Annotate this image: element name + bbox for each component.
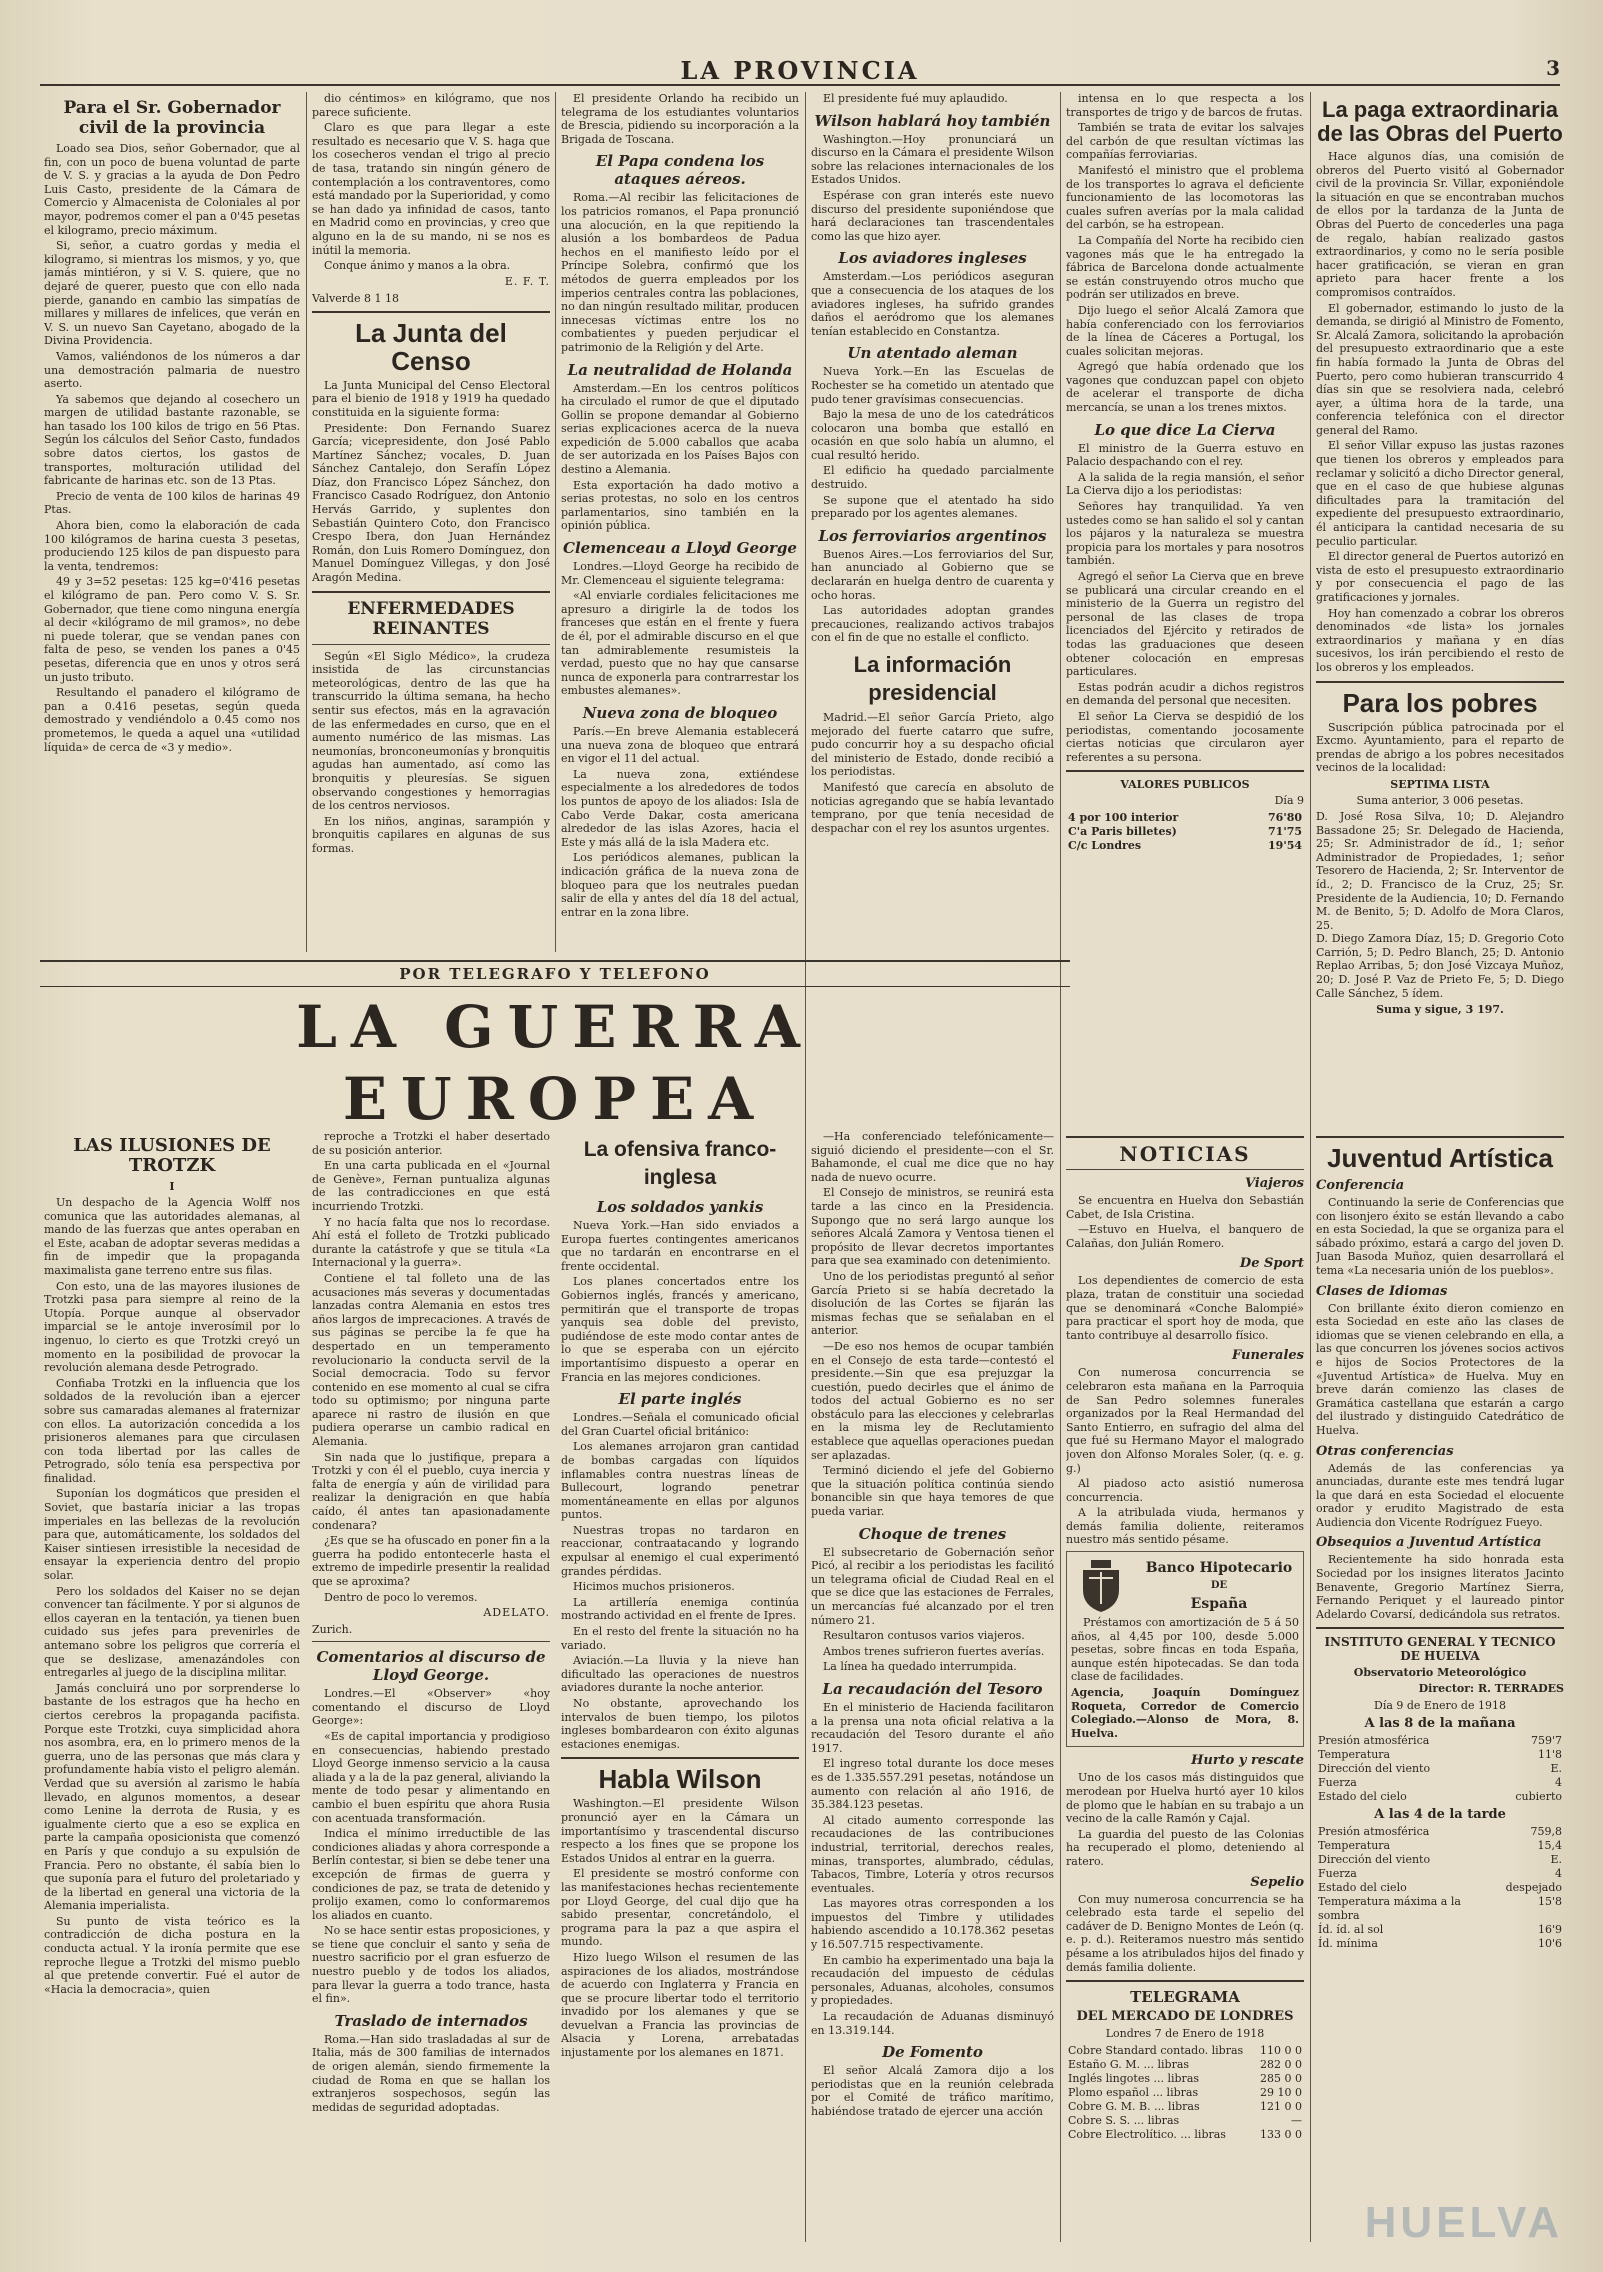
article-headline: Los aviadores ingleses <box>838 249 1027 268</box>
lower-column-1 <box>44 1130 300 2240</box>
divider <box>1066 1169 1304 1170</box>
paragraph: Préstamos con amortización de 5 á 50 años, al 4,45 por 100, desde 5.000 pesetas, sobre fincas en toda España, aunque estén hipotecadas. Se dan toda clase de facilidades. <box>1071 1616 1299 1684</box>
column-rule <box>1060 92 1061 2242</box>
paragraph: La nueva zona, extiéndese especialmente a los alrededores de todos los puntos de apoyo de los aliados: Isla de Cabo Verde Dakar, costa americana alrededor de las islas Azores, hacia el Este y más allá de la isla Madera etc. <box>561 767 799 849</box>
section-numeral: I <box>169 1180 175 1193</box>
divider <box>312 311 550 313</box>
bank-country: España <box>1190 1596 1248 1613</box>
lower-column-5 <box>1066 1130 1304 2240</box>
paragraph: —Estuvo en Huelva, el banquero de Calañas, don Julián Romero. <box>1066 1223 1304 1250</box>
coat-of-arms-icon <box>1071 1556 1131 1616</box>
paragraph: Un despacho de la Agencia Wolff nos comunica que las autoridades alemanas, al mando de las fuerzas que antes operaban en el Este, acaban de adoptar severas medidas a fin de impedir que la propaganda maximalista gane terreno entre sus filas. <box>44 1196 300 1277</box>
paragraph: Los planes concertados entre los Gobiernos inglés, francés y americano, permitirán que el transporte de tropas yanquis sea doble del previsto, pudiéndose de este modo contar antes de lo que se esperaba con un ejército importantísimo dispuesto a operar en Francia en las mejores condiciones. <box>561 1275 799 1384</box>
article-headline: Traslado de internados <box>334 2011 528 2030</box>
article-headline: Juventud Artística <box>1327 1143 1553 1173</box>
bank-advertisement <box>1066 1551 1304 1747</box>
article-headline: Comentarios al discurso de Lloyd George. <box>316 1648 546 1685</box>
table-row: Presión atmosférica 759'7 <box>1318 1734 1562 1748</box>
paragraph: Los periódicos alemanes, publican la indicación gráfica de la nueva zona de bloqueo para que los neutrales puedan salir de ella y antes del día 18 del actual, entrar en la zona libre. <box>561 851 799 919</box>
table-row: Íd. mínima 10'6 <box>1318 1937 1562 1951</box>
article-headline: Habla Wilson <box>598 1764 762 1795</box>
paragraph: El ingreso total durante los doce meses es de 1.335.557.291 pesetas, notándose un aumento con relación al año 1916, de 35.384.123 pesetas. <box>811 1757 1054 1812</box>
observatory-date: Día 9 de Enero de 1918 <box>1374 1699 1506 1713</box>
paragraph: El subsecretario de Gobernación señor Picó, al recibir a los periodistas les facilitó un telegrama oficial de Ciudad Real en el que se dice que las estaciones de Ferrales, un mercancías fué alcanzado por el tren número 21. <box>811 1545 1054 1627</box>
paragraph: Hace algunos días, una comisión de obreros del Puerto visitó al Gobernador civil de la provincia Sr. Villar, exponiéndole la situación en que se encontraban muchos de ellos por la tardanza de la Junta de Obras del Puerto de concederles una paga de regalo, habían realizado gastos extraordinarios, y como no le sería posible hacer gratificación, se vieran en gran aprieto para hacer frente a los compromisos contraídos. <box>1316 150 1564 299</box>
archive-watermark: HUELVA <box>1364 2198 1563 2247</box>
banner-line-2: EUROPEA <box>342 1065 768 1133</box>
observatory-director: Director: R. TERRADES <box>1418 1682 1564 1696</box>
paragraph: No se hace sentir estas proposiciones, y se tiene que concluir el santo y seña de nuestro sacrificio por el gran esfuerzo de nuestro pueblo y de todos los aliados, para llevar la guerra a todo trance, hasta el fin». <box>312 1924 550 2006</box>
paragraph: Nueva York.—En las Escuelas de Rochester se ha cometido un atentado que pudo tener gravísimas consecuencias. <box>811 365 1054 406</box>
article-headline: Un atentado aleman <box>847 344 1018 363</box>
paragraph: La Compañía del Norte ha recibido cien vagones más que le ha entregado la fábrica de Barcelona donde actualmente se están construyendo otros mucho que podrán ser utilizados en breve. <box>1066 233 1304 302</box>
table-row: Cobre Electrolítico. ... libras 133 0 0 <box>1068 2128 1302 2142</box>
paragraph: Roma.—Al recibir las felicitaciones de los patricios romanos, el Papa pronunció una alocución, en la que repitiendo la alusión a los bombardeos de Padua hechos en el manifiesto leído por el Príncipe Solebra, confirmó que los métodos de guerra empleados por los imperios centrales contra las poblaciones, no dan ningún resultado militar, producen innecesas víctimas entre los no combatientes y pueden perjudicar el patrimonio de la Religión y del Arte. <box>561 191 799 354</box>
paragraph: En el resto del frente la situación no ha variado. <box>561 1625 799 1652</box>
signature: E. F. T. <box>504 274 550 288</box>
table-row: Cobre S. S. ... libras — <box>1068 2114 1302 2128</box>
banner-line-1: LA GUERRA <box>296 993 814 1061</box>
paragraph: Agregó el señor La Cierva que en breve se publicará una circular creando en el ministerio de la Guerra un registro del personal de las clases de tropa licenciados del Ejército y retirados de todas las graduaciones que deseen obtener colocación en empresas particulares. <box>1066 570 1304 679</box>
paragraph: Recientemente ha sido honrada esta Sociedad por los insignes literatos Jacinto Benavente, Gregorio Martínez Sierra, Fernando Periquet y el laureado pintor Adelardo Covarsí, dedicándola sus retratos. <box>1316 1553 1564 1621</box>
signature: ADELATO. <box>483 1606 550 1620</box>
table-row: Temperatura máxima a la sombra 15'8 <box>1318 1895 1562 1923</box>
article-headline: Los ferroviarios argentinos <box>818 526 1047 545</box>
paragraph: D. Diego Zamora Díaz, 15; D. Gregorio Coto Carrión, 5; D. Pedro Blanch, 25; D. Antonio Replao Arribas, 5; don José Vizcaya Muñoz, 20; D. José P. Vaz de Prieto Fe, 5; D. Diego Calle Sánchez, 5 ídem. <box>1316 932 1564 1000</box>
paragraph: Con numerosa concurrencia se celebraron esta mañana en la Parroquia de San Pedro solemnes funerales organizados por la Real Hermandad del Santo Entierro, en sufragio del alma del que fué su Hermano Mayor el malogrado joven don Alfonso Morales Soler, (q. e. g. g.) <box>1066 1366 1304 1475</box>
morning-readings <box>1316 1734 1564 1804</box>
paragraph: En una carta publicada en el «Journal de Genève», Fernan puntualiza algunas de las contradicciones en que está incurriendo Trotzki. <box>312 1159 550 1213</box>
divider <box>312 591 550 593</box>
table-row: Estado del cielo cubierto <box>1318 1790 1562 1804</box>
list-title: SEPTIMA LISTA <box>1390 777 1490 791</box>
paragraph: Hoy han comenzado a cobrar los obreros denominados «de lista» los jornales extraordinarios y mañana y en días sucesivos, los irán percibiendo el resto de los obreros y los empleados. <box>1316 606 1564 674</box>
paragraph: Las mayores otras corresponden a los impuestos del Timbre y utilidades habiendo ascendido a 10.178.362 pesetas y 16.507.715 respectivamente. <box>811 1897 1054 1952</box>
paragraph: Con esto, una de las mayores ilusiones de Trotzki pasa para siempre al reino de la Utopía. Porque aunque al observador imparcial se le antoje inverosímil por lo ingenuo, lo cierto es que Trotzki creyó un momento en la posibilidad de provocar la revolución alemana desde Petrogrado. <box>44 1279 300 1375</box>
column-3 <box>561 92 799 952</box>
paragraph: Al piadoso acto asistió numerosa concurrencia. <box>1066 1477 1304 1504</box>
paragraph: Ahora bien, como la elaboración de cada 100 kilógramos de harina cuesta 3 pesetas, produciendo 125 kilos de pan dispuesto para la venta, tendremos: <box>44 519 300 573</box>
paragraph: Hizo luego Wilson el resumen de las aspiraciones de los aliados, mostrándose de acuerdo con Inglaterra y Francia en que se procure libertar todo el territorio invadido por los alemanes y que se devuelvan a Francia las provincias de Alsacia y Lorena, arrebatadas injustamente por los alemanes en 1871. <box>561 1950 799 2060</box>
institute-title: INSTITUTO GENERAL Y TECNICO DE HUELVA <box>1324 1635 1556 1664</box>
table-row: Temperatura 11'8 <box>1318 1748 1562 1762</box>
divider <box>1316 1136 1564 1138</box>
paragraph: Roma.—Han sido trasladadas al sur de Italia, más de 300 familias de internados de origen alemán, siendo firmemente la ciudad de Roma en que se hallan los extranjeros sospechosos, según las medidas de seguridad adoptadas. <box>312 2032 550 2114</box>
table-row: Dirección del viento E. <box>1318 1762 1562 1776</box>
paragraph: Dijo luego el señor Alcalá Zamora que había conferenciado con los ferroviarios de la línea de Cáceres a Portugal, los cuales solicitan mejoras. <box>1066 303 1304 358</box>
paragraph: Washington.—Hoy pronunciará un discurso en la Cámara el presidente Wilson sobre las relaciones internacionales de los Estados Unidos. <box>811 132 1054 187</box>
paragraph: 49 y 3=52 pesetas: 125 kg=0'416 pesetas el kilógramo de pan. Pero como V. S. Sr. Gobernador, que tiene como ninguna energía al decir «kilógramo de mil gramos», no debe ni puede tolerar, que se vendan panes con falta de peso, se venden los panes a 0'45 pesetas, diferencia que en unos y otros será un justo tributo. <box>44 575 300 684</box>
table-row: Inglés lingotes ... libras 285 0 0 <box>1068 2072 1302 2086</box>
column-rule <box>306 92 307 952</box>
paragraph: —Ha conferenciado telefónicamente—siguió diciendo el presidente—con el Sr. Bahamonde, el cual me dice que no hay nada de nuevo ocurre. <box>811 1130 1054 1184</box>
subsection-title: Sepelio <box>1250 1874 1304 1890</box>
table-row: C/c Londres 19'54 <box>1068 839 1302 853</box>
paragraph: Dentro de poco lo veremos. <box>324 1590 478 1604</box>
article-headline: Para los pobres <box>1342 687 1538 718</box>
column-5 <box>1066 92 1304 1122</box>
paragraph: Con brillante éxito dieron comienzo en esta Sociedad en este año las clases de idiomas que se vienen celebrando en ella, a las que concurren los jóvenes socios activos e hijos de Socios Protectores de la «Juventud Artística» de Huelva. Muy en breve darán comienzo las clases de Gramática castellana que estarán a cargo del ilustrado y distinguido Catedrático de Huelva. <box>1316 1301 1564 1437</box>
paragraph: Además de las conferencias ya anunciadas, durante este mes tendrá lugar la que dará en esta Sociedad el elocuente orador y erudito Magistrado de esta Audiencia don Vicente Rodríguez Fueyo. <box>1316 1461 1564 1529</box>
table-row: Cobre Standard contado. libras 110 0 0 <box>1068 2044 1302 2058</box>
newspaper-title: LA PROVINCIA <box>680 56 920 85</box>
paragraph: Se supone que el atentado ha sido preparado por los agentes alemanes. <box>811 493 1054 521</box>
paragraph: Espérase con gran interés este nuevo discurso del presidente suponiéndose que hará declaraciones tan trascendentales como las que hizo ayer. <box>811 188 1054 243</box>
paragraph: Esta exportación ha dado motivo a serias protestas, no solo en los centros parlamentarios, sino también en la opinión pública. <box>561 478 799 533</box>
paragraph: «Es de capital importancia y prodigioso en consecuencias, habiendo prestado Lloyd George inmenso servicio a la causa aliada y a la de la paz general, aliviando la mente de todo pesar y alimentando en cambio el buen espíritu que ahora Rusia con acentuada transformación. <box>312 1729 550 1825</box>
paragraph: Suscripción pública patrocinada por el Excmo. Ayuntamiento, para el reparto de prendas de abrigo a los pobres necesitados vecinos de la localidad: <box>1316 720 1564 775</box>
paragraph: En el ministerio de Hacienda facilitaron a la prensa una nota oficial relativa a la recaudación del Tesoro durante el año 1917. <box>811 1700 1054 1755</box>
divider <box>561 1757 799 1759</box>
sum-previous: Suma anterior, 3 006 pesetas. <box>1356 793 1524 807</box>
article-headline: Para el Sr. Gobernador civil de la provincia <box>63 98 281 138</box>
paragraph: Loado sea Dios, señor Gobernador, que al fin, con un poco de buena voluntad de parte de V. S. y gracias a la ayuda de Don Pedro Luis Casto, presidente de la Cámara de Comercio y Almacenista de Coloniales al por mayor, podremos comer el pan a 0'45 pesetas el kilogramo, precio máximum. <box>44 142 300 237</box>
column-6 <box>1316 92 1564 1122</box>
paragraph: Resultaron contusos varios viajeros. <box>823 1629 1025 1643</box>
paragraph: Precio de venta de 100 kilos de harinas 49 Ptas. <box>44 489 300 517</box>
table-row: Temperatura 15,4 <box>1318 1839 1562 1853</box>
dateline: Zurich. <box>312 1623 353 1637</box>
article-headline: El Papa condena los ataques aéreos. <box>595 152 765 189</box>
divider <box>1316 681 1564 683</box>
subsection-title: Funerales <box>1232 1348 1304 1364</box>
paragraph: Londres.—Lloyd George ha recibido de Mr. Clemenceau el siguiente telegrama: <box>561 560 799 587</box>
paragraph: Vamos, valiéndonos de los números a dar una demostración palmaria de nuestro aserto. <box>44 349 300 391</box>
paragraph: En los niños, anginas, sarampión y bronquitis capilares en algunas de sus formas. <box>312 814 550 855</box>
paragraph: El presidente se mostró conforme con las manifestaciones hechas recientemente por Lloyd George, del cual dijo que ha sabido presentar, concretándolo, el programa para la paz a que aspira el mundo. <box>561 1867 799 1949</box>
paragraph: Los alemanes arrojaron gran cantidad de bombas cargadas con líquidos inflamables contra nuestras líneas de Bullecourt, logrando penetrar momentáneamente en ellas por algunos puntos. <box>561 1440 799 1522</box>
paragraph: intensa en lo que respecta a los transportes de trigo y de barcos de frutas. <box>1066 92 1304 119</box>
paragraph: Pero los soldados del Kaiser no se dejan convencer tan fácilmente. Y por si algunos de ellos cayeran en la tentación, ya tienen buen cuidado sus jefes para prevenirles de antemano sobre los peligros que correría el que se deslizase, amenazándoles con entregarles al juego de la disciplina militar. <box>44 1584 300 1680</box>
paragraph: Uno de los periodistas preguntó al señor García Prieto si se había decretado la disolución de las Cortes se fijarán las mismas fechas que se señalaban en el anterior. <box>811 1269 1054 1338</box>
divider <box>1316 1627 1564 1629</box>
paragraph: No obstante, aprovechando los intervalos de buen tiempo, los pilotos ingleses bombardearon con éxito algunas estaciones enemigas. <box>561 1697 799 1751</box>
paragraph: El señor Alcalá Zamora dijo a los periodistas que en la reunión celebrada por el Comité de tráfico marítimo, habiéndose tratado de ejercer una acción <box>811 2064 1054 2118</box>
paragraph: La artillería enemiga continúa mostrando actividad en el frente de Ipres. <box>561 1595 799 1623</box>
column-rule <box>555 92 556 952</box>
subsection-title: Clases de Idiomas <box>1316 1283 1448 1299</box>
paragraph: Señores hay tranquilidad. Ya ven ustedes como se han salido el sol y cantan los pájaros y la naturaleza se muestra propicia para los mortales y para nosotros también. <box>1066 500 1304 568</box>
article-headline: Nueva zona de bloqueo <box>582 703 778 722</box>
subsection-title: Otras conferencias <box>1316 1443 1454 1459</box>
paragraph: La recaudación de Aduanas disminuyó en 13.319.144. <box>811 2010 1054 2037</box>
article-headline: La ofensiva franco-inglesa <box>583 1138 777 1189</box>
paragraph: Bajo la mesa de uno de los catedráticos colocaron una bomba que estalló en ocasión en que solo había un alumno, el cual resultó herido. <box>811 408 1054 462</box>
paragraph: El señor Villar expuso las justas razones que tienen los obreros y empleados para reclamar y solicitó a dicho Director general, que en el caso de que hubiese algunas dificultades para la tramitación del expediente del presupuesto extraordinario, él anticipara la cantidad necesaria de su peculio particular. <box>1316 439 1564 548</box>
paragraph: ¿Es que se ha ofuscado en poner fin a la guerra ha podido entontecerle hasta el extremo de impedirle presentir la realidad que se aproxima? <box>312 1534 550 1588</box>
article-headline: LAS ILUSIONES DE TROTZK <box>73 1135 271 1176</box>
paragraph: Amsterdam.—En los centros políticos ha circulado el rumor de que el diputado Gollin se propone demandar al Gobierno serias explicaciones acerca de la nueva expedición de 5.000 caballos que acaba de ser autorizada en los Países Bajos con destino a Alemania. <box>561 381 799 477</box>
subsection-title: De Sport <box>1239 1256 1304 1272</box>
paragraph: Manifestó el ministro que el problema de los transportes lo agrava el deficiente funcionamiento de las locomotoras las cuales sufren averías por la mala calidad del carbón, se ha estropean. <box>1066 163 1304 232</box>
section-kicker: POR TELEGRAFO Y TELEFONO <box>40 960 1070 987</box>
paragraph: Manifestó que carecía en absoluto de noticias agregando que se había levantado temprano, por que tenía necesidad de despachar con el rey los asuntos urgentes. <box>811 780 1054 835</box>
column-rule <box>1310 92 1311 2242</box>
column-2 <box>312 92 550 952</box>
article-headline: El parte inglés <box>618 1390 742 1409</box>
divider <box>312 644 550 645</box>
paragraph: Y no hacía falta que nos lo recordase. Ahí está el folleto de Trotzki publicado durante la catástrofe y que se titula «La Internacional y la guerra». <box>312 1215 550 1270</box>
telegram-date: Londres 7 de Enero de 1918 <box>1105 2027 1265 2041</box>
paragraph: Confiaba Trotzki en la influencia que los soldados de la revolución iban a ejercer sobre sus camaradas alemanes al fraternizar con ellos. La autorización concedida a los prisioneros alemanes para que circulasen con toda libertad por las calles de Petrogrado, sólo tenía esa perspectiva por finalidad. <box>44 1376 300 1485</box>
subsection-title: Conferencia <box>1316 1178 1405 1193</box>
paragraph: Amsterdam.—Los periódicos aseguran que a consecuencia de los ataques de los aviadores ingleses, ha sufrido grandes daños el aeródromo que los alemanes tenían establecido en Constantza. <box>811 270 1054 338</box>
article-headline: Lo que dice La Cierva <box>1094 420 1276 439</box>
divider <box>1066 1980 1304 1982</box>
article-headline: La Junta del Censo <box>355 317 507 376</box>
observatory-title: Observatorio Meteorológico <box>1353 1666 1527 1680</box>
paragraph: En cambio ha experimentado una baja la recaudación del impuesto de cédulas personales, Aduanas, alcoholes, consumos y propiedades. <box>811 1953 1054 2008</box>
lower-column-6 <box>1316 1130 1564 2240</box>
section-headline: NOTICIAS <box>1119 1142 1251 1166</box>
paragraph: reproche a Trotzki el haber desertado de su posición anterior. <box>312 1130 550 1157</box>
subsection-title: Hurto y rescate <box>1191 1753 1304 1769</box>
paragraph: Sin nada que lo justifique, prepara a Trotzki y con él el pueblo, cuya inercia y falta de energía y aún de virilidad para realizar la denigración en que había caído, él antes tan apasionadamente condenara? <box>312 1450 550 1532</box>
paragraph: —De eso nos hemos de ocupar también en el Consejo de esta tarde—contestó el presidente.—Sin que esa prejuzgar la cuestión, puedo decirles que el ánimo de todos del actual Gobierno es no ser obstáculo para las elecciones y celebrarlas en la misma ley de Reclutamiento establece que aquellas operaciones puedan ser aplazadas. <box>811 1339 1054 1462</box>
paragraph: Ya sabemos que dejando al cosechero un margen de utilidad bastante razonable, se han tasado los 100 kilos de trigo en 56 Ptas. Según los cálculos del Señor Casto, fundados sobre datos ciertos, los gastos de transportes, molturación utilidad del fabricante de harinas etc. son de 13 Ptas. <box>44 392 300 488</box>
paragraph: A la salida de la regia mansión, el señor La Cierva dijo a los periodistas: <box>1066 470 1304 498</box>
paragraph: Nueva York.—Han sido enviados a Europa fuertes contingentes americanos que no tardarán en encontrarse en el frente occidental. <box>561 1219 799 1273</box>
table-row: C'a Paris billetes) 71'75 <box>1068 825 1302 839</box>
paragraph: Londres.—Señala el comunicado oficial del Gran Cuartel oficial británico: <box>561 1411 799 1438</box>
market-table <box>1066 811 1304 853</box>
article-headline: La neutralidad de Holanda <box>567 360 793 379</box>
afternoon-title: A las 4 de la tarde <box>1374 1807 1506 1823</box>
masthead <box>40 56 1560 86</box>
table-row: Fuerza 4 <box>1318 1776 1562 1790</box>
article-headline: ENFERMEDADES REINANTES <box>347 598 515 639</box>
paragraph: El edificio ha quedado parcialmente destruido. <box>811 464 1054 492</box>
paragraph: El presidente Orlando ha recibido un telegrama de los estudiantes voluntarios de Brescia, pidiendo su incorporación a la Brigada de Toscana. <box>561 92 799 146</box>
paragraph: También se trata de evitar los salvajes del carbón de que resultan víctimas las compañías ferroviarias. <box>1066 121 1304 162</box>
paragraph: Contiene el tal folleto una de las acusaciones más severas y documentadas lanzadas contra Alemania en estos tres años largos de imprecaciones. A través de sus páginas se percibe la fe que ha despertado en un temperamento revolucionario la conducta servil de la Social democracia. Todo su fervor contenido en ese momento al cual se cifra todo su optimismo; por ninguna parte aparece ni rastro de ilusión en que pudiera operarse un cambio radical en Alemania. <box>312 1271 550 1449</box>
article-headline: La información presidencial <box>853 652 1012 705</box>
paragraph: Nuestras tropas no tardaron en reaccionar, contraatacando y logrando expulsar al enemigo el cual experimentó grandes pérdidas. <box>561 1523 799 1578</box>
paragraph: Su punto de vista teórico es la contradicción de dicha postura en la conducta actual. Y la ironía permite que ese reproche llegue a Trotzki del mismo pueblo al que pretende convertir. Fué el autor de «Hacia la democracia», quien <box>44 1914 300 1996</box>
lower-column-3 <box>561 1130 799 2240</box>
paragraph: Hicimos muchos prisioneros. <box>573 1580 735 1594</box>
table-row: Cobre G. M. B. ... libras 121 0 0 <box>1068 2100 1302 2114</box>
paragraph: La línea ha quedado interrumpida. <box>823 1660 1017 1674</box>
paragraph: Madrid.—El señor García Prieto, algo mejorado del fuerte catarro que sufre, pudo concurrir hoy a su despacho oficial del ministerio de Estado, donde recibió a los periodistas. <box>811 711 1054 779</box>
article-headline: Choque de trenes <box>858 1524 1007 1543</box>
table-row: Dirección del viento E. <box>1318 1853 1562 1867</box>
paragraph: Buenos Aires.—Los ferroviarios del Sur, han anunciado al Gobierno que se declararán en huelga dentro de cuarenta y ocho horas. <box>811 547 1054 602</box>
paragraph: Estas podrán acudir a dichos registros en demanda del personal que necesiten. <box>1066 680 1304 708</box>
bank-name-de: DE <box>1210 1580 1228 1592</box>
paragraph: Presidente: Don Fernando Suarez García; vicepresidente, don José Pablo Martínez Sánchez; vocales, D. Juan Sánchez Cantalejo, don Serafín López Díaz, don Francisco López Sánchez, don Francisco Casado Rodríguez, don Antonio Hervás Garrido, y suplentes don Sebastián Quintero Coto, don Francisco Crespo Ibera, don Juan Hernández Román, don Luis Romero Domínguez, don Manuel Domínguez Villegas, y don José Aragón Medina. <box>312 421 550 585</box>
sum-next: Suma y sigue, 3 197. <box>1376 1003 1504 1017</box>
paragraph: Jamás concluirá uno por sorprenderse lo bastante de los estragos que ha hecho en ciertos cerebros la propaganda pacifista. Porque este Trotzki, cuya simplicidad ahora nos asombra, era, en lo primero menos de la guerra, uno de las personas que más clara y profundamente había visto el peligro alemán. Verdad que su aversión al zarismo le había llevado, en algunos momentos, a desear como Lenine la derrota de Rusia, y es igualmente cierto que a eso se explica en parte la campaña oposicionista que comenzó en París y que condujo a su expulsión de Francia. Pero no obstante, él sabía bien lo que suponía para el futuro del proletariado y de la libertad en general una victoria de la Alemania imperialista. <box>44 1681 300 1913</box>
article-headline: De Fomento <box>882 2043 983 2062</box>
paragraph: El ministro de la Guerra estuvo en Palacio despachando con el rey. <box>1066 441 1304 469</box>
paragraph: Suponían los dogmáticos que presiden el Soviet, que bastaría iniciar a las tropas imperiales en las bellezas de la revolución para que, automáticamente, los soldados del Kaiser sintiesen irresistible la necesidad de ensayar la experiencia dentro del propio solar. <box>44 1487 300 1583</box>
paragraph: Resultando el panadero el kilógramo de pan a 0.416 pesetas, según queda demostrado y vendiéndolo a 0.45 como nos prometemos, le queda a aquel una «utilidad líquida» de cerca de «3 y medio». <box>44 686 300 754</box>
paragraph: Continuando la serie de Conferencias que con lisonjero éxito se están llevando a cabo en esta Sociedad, la que se organiza para el sábado próximo, estará a cargo del joven D. Juan Basoda Muñoz, quien desarrollará el tema «La necesaria unión de los pueblos». <box>1316 1196 1564 1277</box>
paragraph: Washington.—El presidente Wilson pronunció ayer en la Cámara un importantísimo y trascendental discurso respecto a los fines que se propone los Estados Unidos al entrar en la guerra. <box>561 1797 799 1865</box>
london-market-table <box>1066 2044 1304 2142</box>
lower-column-2 <box>312 1130 550 2240</box>
paragraph: Uno de los casos más distinguidos que merodean por Huelva hurtó ayer 10 kilos de plomo que le habían en su trabajo a un vecino de la calle Ramón y Cajal. <box>1066 1771 1304 1826</box>
market-day: Día 9 <box>1274 794 1304 808</box>
paragraph: Al citado aumento corresponde las recaudaciones de las contribuciones industrial, territorial, derechos reales, minas, transportes, alumbrado, cédulas, Tabacos, Timbre, Lotería y otros recursos eventuales. <box>811 1813 1054 1895</box>
article-headline: Wilson hablará hoy también <box>814 111 1051 130</box>
paragraph: «Al enviarle cordiales felicitaciones me apresuro a dirigirle la de todos los franceses que están en el frente y fuera de él, por el admirable discurso en el que tan admirablemente resumisteis la verdad, puesto que no hay que cansarse nunca de exponerla para contrarrestar los embustes alemanes». <box>561 589 799 698</box>
table-row: Íd. íd. al sol 16'9 <box>1318 1923 1562 1937</box>
article-headline: Los soldados yankis <box>596 1198 764 1216</box>
paragraph: Terminó diciendo el jefe del Gobierno que la situación política continúa siendo bonancible sin que haya temores de que pueda variar. <box>811 1464 1054 1519</box>
paragraph: A la atribulada viuda, hermanos y demás familia doliente, reiteramos nuestro más sentido pésame. <box>1066 1506 1304 1547</box>
paragraph: Conque ánimo y manos a la obra. <box>324 259 511 273</box>
paragraph: Según «El Siglo Médico», la crudeza insistida de las circunstancias meteorológicas, dentro de las que ha transcurrido la última semana, ha hecho sentir sus efectos, más en la agravación de las enfermedades en curso, que en el aumento numérico de las mismas. Las neumonías, bronconeumonías y bronquitis agudas han aumentado, así como las bronquitis y pleuresías. Se siguen observando congestiones y hemorragias de los centros nerviosos. <box>312 649 550 813</box>
article-headline: Clemenceau a Lloyd George <box>563 539 797 558</box>
divider <box>1066 1136 1304 1138</box>
paragraph: Si, señor, a cuatro gordas y media el kilogramo, si mientras los mismos, y yo, que jamás mintiéron, y si V. S. quiere, que no dejaré de querer, puesto que con ello nada pierde, ganando en cambio las simpatías de millares y millares de infelices, que verán en V. S. un nuevo San Cayetano, abogado de la Divina Providencia. <box>44 239 300 348</box>
subsection-title: Viajeros <box>1244 1176 1304 1191</box>
market-title: VALORES PUBLICOS <box>1120 778 1250 792</box>
divider <box>312 1641 550 1642</box>
paragraph: Las autoridades adoptan grandes precauciones, realizando activos trabajos con el fin de que no estalle el conflicto. <box>811 604 1054 645</box>
article-headline: La paga extraordinaria de las Obras del Puerto <box>1317 97 1563 146</box>
paragraph: dio céntimos» en kilógramo, que nos parece suficiente. <box>312 92 550 119</box>
column-1 <box>44 92 300 952</box>
paragraph: El señor La Cierva se despidió de los periodistas, comentando jocosamente ciertas noticias que circularon ayer referentes a su persona. <box>1066 709 1304 764</box>
table-row: Presión atmosférica 759,8 <box>1318 1825 1562 1839</box>
table-row: Estaño G. M. ... libras 282 0 0 <box>1068 2058 1302 2072</box>
paragraph: Ambos trenes sufrieron fuertes averías. <box>823 1644 1045 1658</box>
page-number: 3 <box>1546 56 1560 80</box>
paragraph: Los dependientes de comercio de esta plaza, tratan de constituir una sociedad que se denominará «Conche Balompié» para practicar el sport hoy de moda, que tanto contribuye al desarrollo físico. <box>1066 1274 1304 1342</box>
paragraph: La guardia del puesto de las Colonias ha recuperado el plomo, deteniendo al ratero. <box>1066 1827 1304 1868</box>
divider <box>1066 770 1304 772</box>
paragraph: Indica el mínimo irreductible de las condiciones aliadas y ahora corresponde a Berlín contestar, si bien se debe tener una excepción de firmas de guerra y condiciones de paz, se trata de detenido y prolijo examen, como lo conformaremos los aliados en cuanto. <box>312 1827 550 1922</box>
war-banner <box>40 960 1070 1131</box>
paragraph: Agregó que había ordenado que los vagones que conduzcan papel con objeto de acelerar el transporte de dicha mercancía, se unan a los trenes mixtos. <box>1066 360 1304 415</box>
paragraph: El Consejo de ministros, se reunirá esta tarde a las cinco en la Presidencia. Supongo que no será largo aunque los señores Alcalá Zamora y Ventosa tienen el propósito de llevar decretos importantes para que sea examinado con detenimiento. <box>811 1186 1054 1268</box>
paragraph: El director general de Puertos autorizó en vista de esto el presupuesto extraordinario y por consecuencia el pago de las gratificaciones y jornales. <box>1316 550 1564 604</box>
bank-name: Banco Hipotecario <box>1145 1560 1293 1577</box>
column-rule <box>805 92 806 2242</box>
telegram-subtitle: DEL MERCADO DE LONDRES <box>1076 2009 1294 2025</box>
paragraph: Con muy numerosa concurrencia se ha celebrado esta tarde el sepelio del cadáver de D. Benigno Montes de León (q. e. p. d.). Reiteramos nuestro más sentido pésame a los atribulados hijos del finado y demás familia doliente. <box>1066 1892 1304 1974</box>
paragraph: Aviación.—La lluvia y la nieve han dificultado las operaciones de nuestros aviadores durante la noche anterior. <box>561 1654 799 1695</box>
table-row: Plomo español ... libras 29 10 0 <box>1068 2086 1302 2100</box>
paragraph: El gobernador, estimando lo justo de la demanda, se dirigió al Ministro de Fomento, Sr. Alcalá Zamora, solicitando la aprobación del presupuesto extraordinario que a este fin había formado la Junta de Obras del Puerto, pero como hubieran transcurrido 4 días sin que se resolviera nada, celebró ayer, a última hora de la tarde, una conferencia telefónica con el director general del Ramo. <box>1316 301 1564 437</box>
paragraph: Londres.—El «Observer» «hoy comentando el discurso de Lloyd George»: <box>312 1687 550 1728</box>
afternoon-readings <box>1316 1825 1564 1951</box>
telegram-title: TELEGRAMA <box>1130 1988 1240 2007</box>
morning-title: A las 8 de la mañana <box>1364 1716 1516 1732</box>
bank-agency: Agencia, Joaquín Domínguez Roqueta, Corredor de Comercio Colegiado.—Alonso de Mora, 8. Huelva. <box>1071 1686 1299 1740</box>
dateline: Valverde 8 1 18 <box>312 291 400 305</box>
subsection-title: Obsequios a Juventud Artística <box>1316 1535 1542 1551</box>
table-row: Estado del cielo despejado <box>1318 1881 1562 1895</box>
paragraph: Se encuentra en Huelva don Sebastián Cabet, de Isla Cristina. <box>1066 1194 1304 1221</box>
paragraph: Claro es que para llegar a este resultado es necesario que V. S. haga que los cosecheros vendan el trigo al precio de tasa, tratando sin ningún género de contemplación a los contraventores, como está mandado por la Superioridad, y como se han dado ya infinidad de casos, tanto en Madrid como en provincias, y creo que alguno en la de su mando, ni se nos es inútil la memoria. <box>312 121 550 257</box>
table-row: 4 por 100 interior 76'80 <box>1068 811 1302 825</box>
paragraph: París.—En breve Alemania establecerá una nueva zona de bloqueo que entrará en vigor el 11 del actual. <box>561 724 799 766</box>
paragraph: La Junta Municipal del Censo Electoral para el bienio de 1918 y 1919 ha quedado constituida en la siguiente forma: <box>312 378 550 419</box>
paragraph: D. José Rosa Silva, 10; D. Alejandro Bassadone 25; Sr. Delegado de Hacienda, 25; Sr. Administrador de íd., 1; señor Administrador de Propiedades, 1; señor Tesorero de Hacienda, 2; Sr. Interventor de íd., 2; D. Francisco de la Cruz, 25; Sr. Presidente de la Audiencia, 10; D. Fernando M. de Benito, 5; D. Adolfo de Mora Claros, 25. <box>1316 809 1564 932</box>
paragraph: El presidente fué muy aplaudido. <box>823 92 1008 105</box>
table-row: Fuerza 4 <box>1318 1867 1562 1881</box>
lower-column-4 <box>811 1130 1054 2240</box>
article-headline: La recaudación del Tesoro <box>822 1679 1043 1698</box>
